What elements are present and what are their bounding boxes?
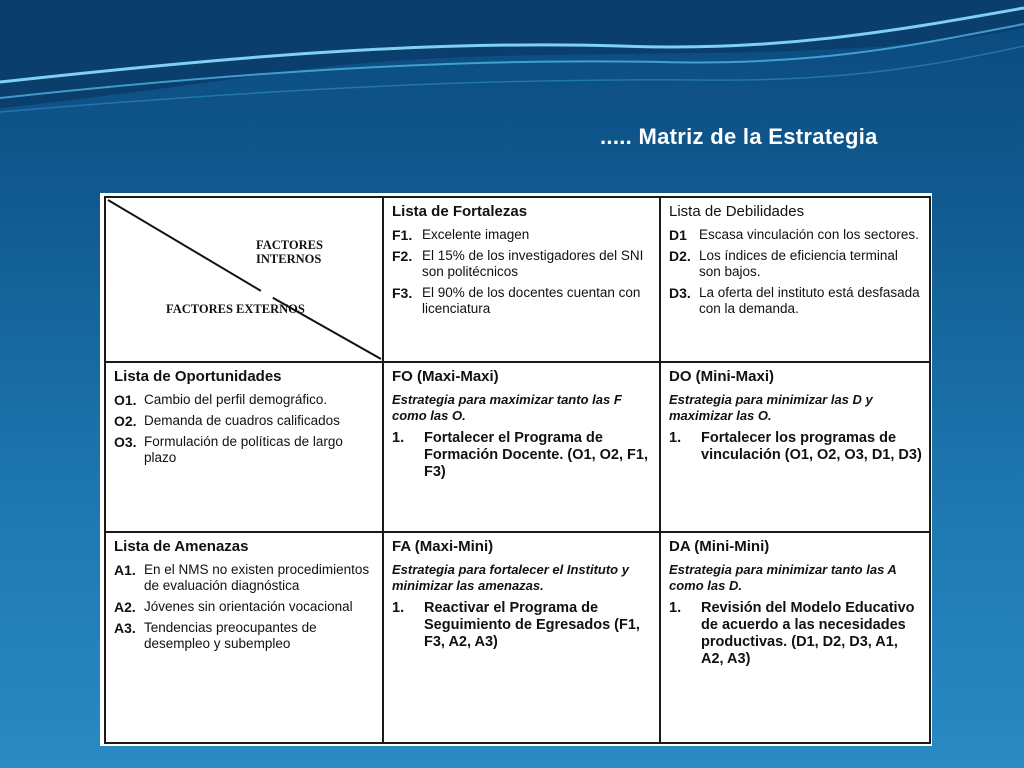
item-code: F1.	[392, 227, 413, 243]
wave-decoration	[0, 0, 1024, 130]
item-code: O2.	[114, 413, 137, 429]
item-text: Formulación de políticas de largo plazo	[144, 434, 343, 465]
oportunidades-header: Lista de Oportunidades	[114, 368, 282, 385]
fortalezas-header: Lista de Fortalezas	[392, 203, 528, 220]
fo-strategy-text: Estrategia para maximizar tanto las F como las O.	[392, 392, 622, 423]
matrix-table	[104, 196, 931, 744]
da-header: DA (Mini-Mini)	[669, 538, 770, 555]
amenazas-header: Lista de Amenazas	[114, 538, 249, 555]
fa-strategy-text: Estrategia para fortalecer el Instituto y minimizar las amenazas.	[392, 562, 629, 593]
item-code: F3.	[392, 285, 413, 301]
item-text: Escasa vinculación con los sectores.	[699, 227, 919, 242]
list-item	[669, 227, 923, 243]
action-text: Fortalecer el Programa de Formación Docente. (O1, O2, F1, F3)	[424, 430, 648, 480]
fortalezas-cell	[383, 197, 660, 362]
oportunidades-cell	[105, 362, 383, 532]
slide-title: ..... Matriz de la Estrategia	[600, 124, 878, 149]
list-item	[114, 562, 376, 594]
do-strategy-cell	[660, 362, 930, 532]
da-action	[669, 600, 923, 668]
factores-internos-label: FACTORES INTERNOS	[256, 238, 323, 266]
action-number: 1.	[669, 430, 682, 446]
fa-strategy-cell	[383, 532, 660, 743]
corner-cell	[105, 197, 383, 362]
action-number: 1.	[392, 600, 405, 616]
debilidades-header: Lista de Debilidades	[669, 203, 805, 220]
action-text: Reactivar el Programa de Seguimiento de Egresados (F1, F3, A2, A3)	[424, 600, 640, 650]
do-header: DO (Mini-Maxi)	[669, 368, 774, 385]
do-strategy-text: Estrategia para minimizar las D y maximizar las O.	[669, 392, 873, 423]
action-text: Fortalecer los programas de vinculación (O1, O2, O3, D1, D3)	[701, 430, 922, 463]
list-item	[669, 248, 923, 280]
list-item	[392, 248, 653, 280]
amenazas-cell	[105, 532, 383, 743]
item-code: O1.	[114, 392, 137, 408]
list-item	[669, 285, 923, 317]
item-text: Cambio del perfil demográfico.	[144, 392, 328, 407]
item-text: Jóvenes sin orientación vocacional	[144, 599, 353, 614]
item-text: En el NMS no existen procedimientos de evaluación diagnóstica	[144, 562, 370, 593]
item-text: El 90% de los docentes cuentan con licenciatura	[422, 285, 641, 316]
fo-header: FO (Maxi-Maxi)	[392, 368, 499, 385]
do-action	[669, 430, 923, 464]
item-text: Demanda de cuadros calificados	[144, 413, 340, 428]
list-item	[114, 434, 376, 466]
item-code: A3.	[114, 620, 136, 636]
da-strategy-text: Estrategia para minimizar tanto las A como las D.	[669, 562, 897, 593]
item-text: La oferta del instituto está desfasada con la demanda.	[699, 285, 920, 316]
fa-header: FA (Maxi-Mini)	[392, 538, 494, 555]
item-text: Excelente imagen	[422, 227, 530, 242]
action-text: Revisión del Modelo Educativo de acuerdo a las necesidades productivas. (D1, D2, D3, A1, A2, A3)	[701, 600, 915, 667]
list-item	[392, 285, 653, 317]
list-item	[114, 392, 376, 408]
strategy-matrix	[100, 193, 932, 746]
fa-action	[392, 600, 653, 651]
item-code: A2.	[114, 599, 136, 615]
fo-action	[392, 430, 653, 481]
list-item	[114, 599, 376, 615]
diagonal-divider	[106, 198, 382, 361]
item-text: El 15% de los investigadores del SNI son politécnicos	[422, 248, 644, 279]
list-item	[114, 620, 376, 652]
item-code: D1	[669, 227, 687, 243]
action-number: 1.	[392, 430, 405, 446]
factores-externos-label: FACTORES EXTERNOS	[166, 302, 305, 316]
item-code: F2.	[392, 248, 413, 264]
da-strategy-cell	[660, 532, 930, 743]
action-number: 1.	[669, 600, 682, 616]
item-code: A1.	[114, 562, 136, 578]
list-item	[114, 413, 376, 429]
item-code: D3.	[669, 285, 691, 301]
item-code: D2.	[669, 248, 691, 264]
item-text: Los índices de eficiencia terminal son bajos.	[699, 248, 898, 279]
debilidades-cell	[660, 197, 930, 362]
item-text: Tendencias preocupantes de desempleo y subempleo	[144, 620, 317, 651]
list-item	[392, 227, 653, 243]
item-code: O3.	[114, 434, 137, 450]
fo-strategy-cell	[383, 362, 660, 532]
